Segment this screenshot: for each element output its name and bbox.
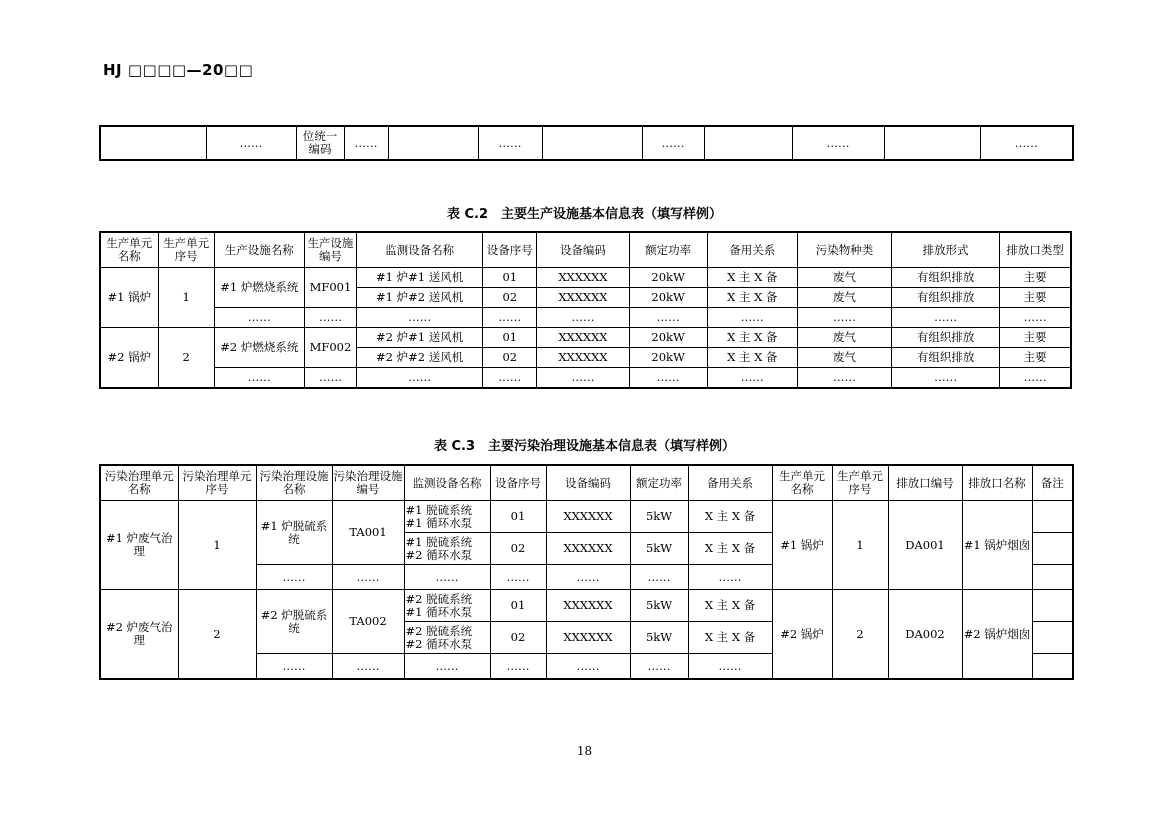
continued-table-fragment [99,125,1074,161]
ellipsis-cell: …… [797,308,891,328]
remark-cell [1032,565,1073,590]
remark-cell [1032,533,1073,565]
outlet-no-cell: DA002 [888,590,962,680]
ellipsis-cell: …… [214,368,304,389]
table-cell: 20kW [629,328,707,348]
unit-name-cell: #2 锅炉 [100,328,158,389]
table-cell: 主要 [1000,288,1071,308]
table-cell: 5kW [630,501,688,533]
table-cell: …… [980,126,1073,160]
table-c3 [99,464,1074,680]
table-cell: X 主 X 备 [707,348,797,368]
table-cell: #2 脱硫系统#1 循环水泵 [404,590,490,622]
ellipsis-cell: …… [1000,308,1071,328]
table-c2-title: 表 C.2 主要生产设施基本信息表（填写样例） [446,207,723,222]
remark-cell [1032,654,1073,680]
table-row [100,126,1073,160]
column-header: 设备序号 [490,465,546,501]
prod-unit-no-cell: 2 [832,590,888,680]
table-cell: XXXXXX [537,288,629,308]
column-header: 生产设施名称 [214,232,304,268]
table-cell: XXXXXX [537,328,629,348]
prod-unit-no-cell: 1 [832,501,888,590]
unit-no-cell: 2 [178,590,256,680]
ellipsis-cell: …… [256,565,332,590]
table-cell: 20kW [629,348,707,368]
table-row [100,328,1071,348]
ellipsis-cell: …… [256,654,332,680]
outlet-no-cell: DA001 [888,501,962,590]
ellipsis-cell: …… [537,308,629,328]
table-cell: 20kW [629,288,707,308]
table-cell: #2 炉#2 送风机 [356,348,482,368]
prod-unit-name-cell: #2 锅炉 [772,590,832,680]
column-header: 备注 [1032,465,1073,501]
ellipsis-cell: …… [490,565,546,590]
table-cell: X 主 X 备 [707,328,797,348]
table-cell: 废气 [797,268,891,288]
table-cell: #1 脱硫系统#1 循环水泵 [404,501,490,533]
table-cell: XXXXXX [546,501,630,533]
ellipsis-cell: …… [1000,368,1071,389]
facility-name-cell: #2 炉脱硫系统 [256,590,332,654]
facility-name-cell: #1 炉燃烧系统 [214,268,304,308]
standard-code: HJ □□□□—20□□ [103,61,254,79]
table-row [100,308,1071,328]
remark-cell [1032,501,1073,533]
column-header: 生产单元序号 [158,232,214,268]
table-cell: 01 [490,501,546,533]
unit-no-cell: 2 [158,328,214,389]
table-cell: 废气 [797,288,891,308]
facility-name-cell: #1 炉脱硫系统 [256,501,332,565]
table-cell: 位统一编码 [296,126,344,160]
table-cell: 02 [483,348,537,368]
table-cell: XXXXXX [546,533,630,565]
unit-no-cell: 1 [178,501,256,590]
ellipsis-cell: …… [630,654,688,680]
table-header-row [100,232,1071,268]
prod-unit-name-cell: #1 锅炉 [772,501,832,590]
column-header: 生产单元名称 [100,232,158,268]
remark-cell [1032,590,1073,622]
facility-name-cell: #2 炉燃烧系统 [214,328,304,368]
table-cell: X 主 X 备 [688,622,772,654]
column-header: 排放口名称 [962,465,1032,501]
column-header: 生产单元名称 [772,465,832,501]
table-cell: 02 [490,533,546,565]
table-cell: …… [792,126,884,160]
table-cell: X 主 X 备 [688,501,772,533]
table-cell: …… [206,126,296,160]
table-cell [100,126,206,160]
ellipsis-cell: …… [629,368,707,389]
ellipsis-cell: …… [404,565,490,590]
table-cell: #1 脱硫系统#2 循环水泵 [404,533,490,565]
table-cell [704,126,792,160]
unit-no-cell: 1 [158,268,214,328]
unit-name-cell: #2 炉废气治理 [100,590,178,680]
ellipsis-cell: …… [630,565,688,590]
facility-no-cell: MF001 [304,268,356,308]
table-cell: …… [344,126,388,160]
table-cell: 有组织排放 [892,348,1000,368]
outlet-name-cell: #2 锅炉烟囱 [962,590,1032,680]
outlet-name-cell: #1 锅炉烟囱 [962,501,1032,590]
ellipsis-cell: …… [546,565,630,590]
remark-cell [1032,622,1073,654]
table-cell: X 主 X 备 [707,268,797,288]
table-cell: #2 炉#1 送风机 [356,328,482,348]
table-cell: 01 [483,268,537,288]
ellipsis-cell: …… [629,308,707,328]
table-cell: #1 炉#2 送风机 [356,288,482,308]
unit-name-cell: #1 锅炉 [100,268,158,328]
table-c3-title: 表 C.3 主要污染治理设施基本信息表（填写样例） [433,439,736,454]
table-cell: …… [478,126,542,160]
ellipsis-cell: …… [483,368,537,389]
table-row [100,590,1073,622]
ellipsis-cell: …… [707,368,797,389]
table-cell: 01 [483,328,537,348]
ellipsis-cell: …… [332,565,404,590]
table-cell: 5kW [630,590,688,622]
column-header: 监测设备名称 [404,465,490,501]
table-cell: X 主 X 备 [707,288,797,308]
table-cell: 有组织排放 [892,288,1000,308]
table-cell: #1 炉#1 送风机 [356,268,482,288]
ellipsis-cell: …… [304,368,356,389]
table-c2 [99,231,1072,389]
ellipsis-cell: …… [537,368,629,389]
column-header: 额定功率 [629,232,707,268]
column-header: 污染治理设施编号 [332,465,404,501]
table-cell: XXXXXX [537,348,629,368]
table-row [100,368,1071,389]
ellipsis-cell: …… [546,654,630,680]
table-cell: 主要 [1000,348,1071,368]
ellipsis-cell: …… [892,368,1000,389]
table-cell: 5kW [630,622,688,654]
column-header: 污染物种类 [797,232,891,268]
facility-no-cell: TA002 [332,590,404,654]
table-cell: 20kW [629,268,707,288]
ellipsis-cell: …… [490,654,546,680]
table-cell: 02 [483,288,537,308]
table-cell: X 主 X 备 [688,533,772,565]
column-header: 污染治理单元名称 [100,465,178,501]
table-header-row [100,465,1073,501]
table-cell: 01 [490,590,546,622]
column-header: 生产设施编号 [304,232,356,268]
ellipsis-cell: …… [404,654,490,680]
table-cell: …… [642,126,704,160]
table-cell: 有组织排放 [892,268,1000,288]
table-cell [542,126,642,160]
table-cell: X 主 X 备 [688,590,772,622]
table-cell: XXXXXX [546,590,630,622]
table-cell: 废气 [797,328,891,348]
ellipsis-cell: …… [332,654,404,680]
column-header: 污染治理设施名称 [256,465,332,501]
column-header: 设备序号 [483,232,537,268]
table-cell: 有组织排放 [892,328,1000,348]
table-cell [388,126,478,160]
table-cell: XXXXXX [537,268,629,288]
table-cell [884,126,980,160]
ellipsis-cell: …… [356,308,482,328]
table-row [100,501,1073,533]
table-cell: #2 脱硫系统#2 循环水泵 [404,622,490,654]
column-header: 监测设备名称 [356,232,482,268]
ellipsis-cell: …… [707,308,797,328]
ellipsis-cell: …… [892,308,1000,328]
column-header: 排放口类型 [1000,232,1071,268]
ellipsis-cell: …… [797,368,891,389]
ellipsis-cell: …… [304,308,356,328]
column-header: 排放口编号 [888,465,962,501]
table-row [100,268,1071,288]
table-cell: 主要 [1000,268,1071,288]
column-header: 污染治理单元序号 [178,465,256,501]
table-cell: 主要 [1000,328,1071,348]
table-cell: 02 [490,622,546,654]
column-header: 生产单元序号 [832,465,888,501]
column-header: 备用关系 [707,232,797,268]
column-header: 设备编码 [537,232,629,268]
ellipsis-cell: …… [483,308,537,328]
facility-no-cell: TA001 [332,501,404,565]
ellipsis-cell: …… [688,565,772,590]
column-header: 设备编码 [546,465,630,501]
column-header: 备用关系 [688,465,772,501]
ellipsis-cell: …… [214,308,304,328]
unit-name-cell: #1 炉废气治理 [100,501,178,590]
page-number: 18 [576,744,593,758]
column-header: 额定功率 [630,465,688,501]
ellipsis-cell: …… [356,368,482,389]
facility-no-cell: MF002 [304,328,356,368]
table-cell: 5kW [630,533,688,565]
ellipsis-cell: …… [688,654,772,680]
table-cell: XXXXXX [546,622,630,654]
column-header: 排放形式 [892,232,1000,268]
table-cell: 废气 [797,348,891,368]
